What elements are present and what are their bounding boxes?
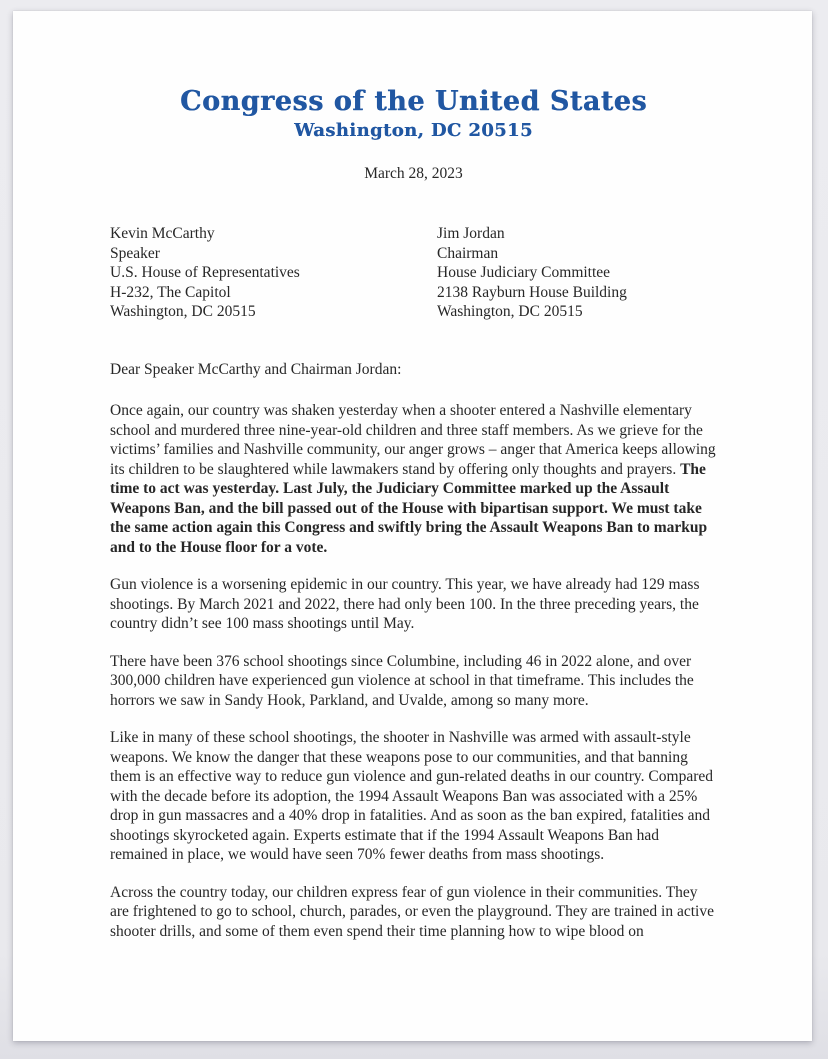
paragraph-nashville-text: Once again, our country was shaken yesterday when a shooter entered a Nashville elementary school and murdered three nine-year-old children and three staff members. As we grieve for the victims’ families and Nashville community, our anger grows – anger that America keeps allowing its children to be slaughtered while lawmakers stand by offering only thoughts and prayers. [110, 402, 716, 478]
recipient-line: U.S. House of Representatives [110, 264, 300, 281]
letterhead-subtitle: Washington, DC 20515 [294, 120, 533, 141]
recipient-blocks [110, 224, 717, 322]
letter-page [13, 11, 812, 1041]
letterhead [110, 86, 717, 141]
letter-date: March 28, 2023 [364, 165, 463, 182]
recipient-line: H-232, The Capitol [110, 283, 231, 301]
recipient-line: Kevin McCarthy [110, 225, 215, 242]
recipient-line: Washington, DC 20515 [110, 303, 256, 320]
paragraph-school-shootings-stats: There have been 376 school shootings since Columbine, including 46 in 2022 alone, and over 300,000 children have experienced gun violence at school in that timeframe. This includes the horrors we saw in Sandy Hook, Parkland, and Uvalde, among so many more. [110, 652, 694, 709]
recipient-block-mccarthy [110, 224, 437, 322]
recipient-line: 2138 Rayburn House Building [437, 283, 627, 301]
recipient-line: House Judiciary Committee [437, 264, 611, 281]
recipient-line: Speaker [110, 244, 160, 262]
recipient-line: Jim Jordan [437, 225, 505, 242]
paragraph-nashville-bold-call-to-action: The time to act was yesterday. Last July, the Judiciary Committee marked up the Assault Weapons Ban, and the bill passed out of the House with bipartisan support. We must take the same action again this Congress and swiftly bring the Assault Weapons Ban to markup and to the House floor for a vote. [110, 460, 708, 556]
recipient-block-jordan [437, 224, 717, 322]
paragraph-children-fear: Across the country today, our children express fear of gun violence in their communities. They are frightened to go to school, church, parades, or even the playground. They are trained in active shooter drills, and some of them even spend their time planning how to wipe blood on [110, 883, 714, 940]
recipient-line: Washington, DC 20515 [437, 303, 583, 320]
letterhead-title: Congress of the United States [179, 86, 648, 117]
recipient-line: Chairman [437, 244, 499, 262]
paragraph-mass-shootings-stats: Gun violence is a worsening epidemic in our country. This year, we have already had 129 mass shootings. By March 2021 and 2022, there had only been 100. In the three preceding years, the country didn’t see 100 mass shootings until May. [110, 576, 700, 632]
salutation: Dear Speaker McCarthy and Chairman Jordan: [110, 360, 402, 378]
paragraph-assault-weapons-ban: Like in many of these school shootings, the shooter in Nashville was armed with assault-style weapons. We know the danger that these weapons pose to our communities, and that banning them is an effective way to reduce gun violence and gun-related deaths in our country. Compared with the decade before its adoption, the 1994 Assault Weapons Ban was associated with a 25% drop in gun massacres and a 40% drop in fatalities. And as soon as the ban expired, fatalities and shootings skyrocketed again. Experts estimate that if the 1994 Assault Weapons Ban had remained in place, we would have seen 70% fewer deaths from mass shootings. [110, 729, 713, 863]
paragraph-nashville [110, 401, 717, 557]
